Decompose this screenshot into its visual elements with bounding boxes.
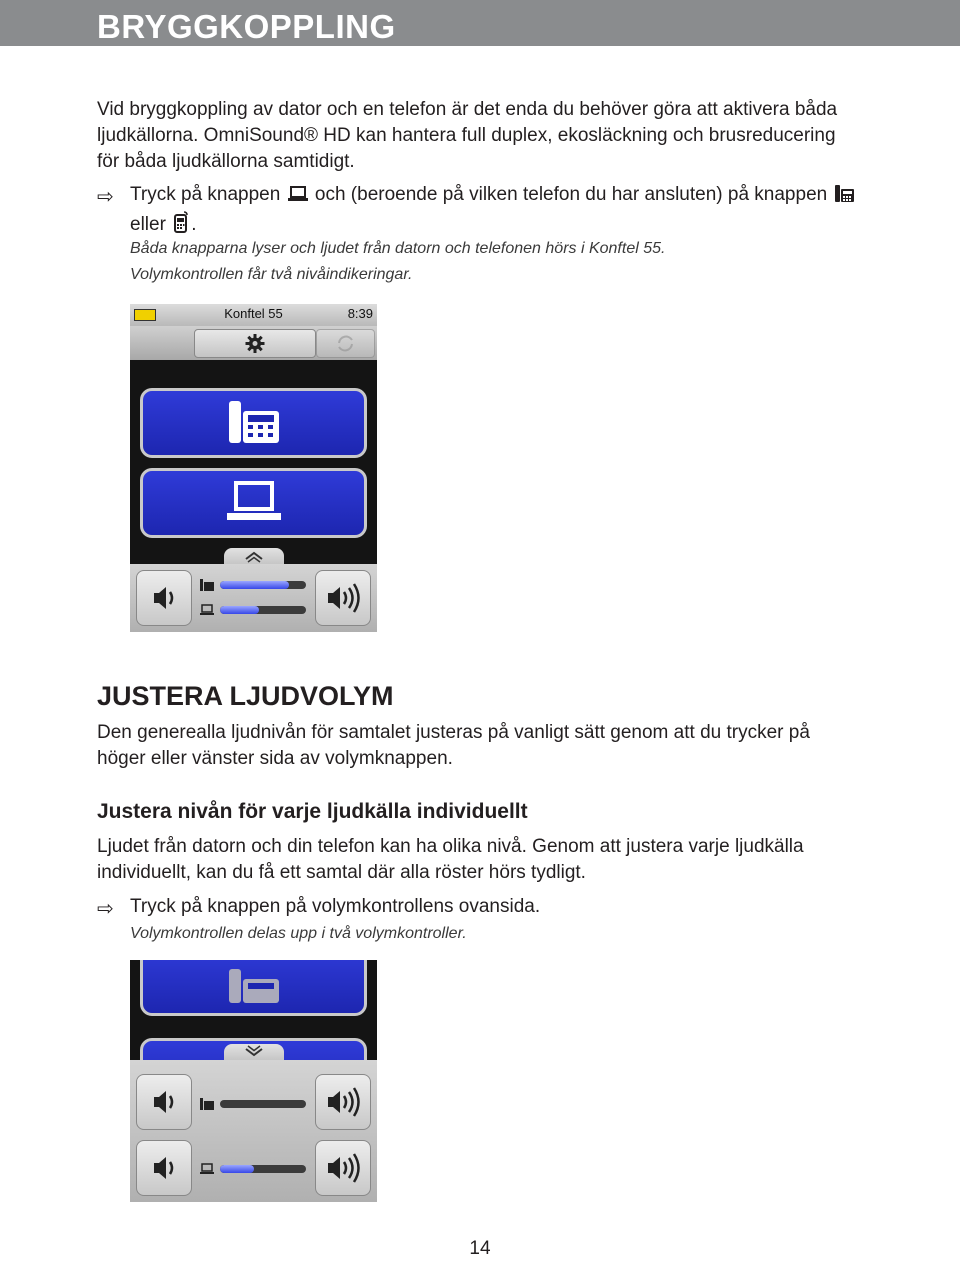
laptop-icon: [143, 471, 364, 535]
chevron-up-icon: [224, 548, 284, 564]
desk-phone-icon: [143, 391, 364, 455]
phone-volume-slider[interactable]: [220, 581, 306, 589]
speaker-low-icon: [137, 571, 191, 625]
computer-volume-down-button[interactable]: [136, 1140, 192, 1196]
settings-button[interactable]: [194, 329, 316, 358]
desk-phone-icon: [143, 960, 364, 1013]
chevron-down-icon: [224, 1044, 284, 1060]
desk-phone-icon: [835, 183, 855, 211]
phone-source-button[interactable]: [140, 960, 367, 1016]
volume-expand-tab[interactable]: [224, 548, 284, 564]
split-volume-panel: [130, 1060, 377, 1202]
speaker-low-icon: [137, 1075, 191, 1129]
clock: 8:39: [347, 306, 373, 321]
step-1-text-c: eller: [130, 214, 166, 235]
phone-volume-level: [220, 581, 289, 589]
step-1-text-d: .: [191, 214, 197, 235]
page-title: BRYGGKOPPLING: [97, 8, 396, 45]
step-2: Tryck på knappen på volymkontrollens ovansida.: [130, 896, 541, 917]
phone-small-icon: [200, 578, 214, 596]
volume-panel: [130, 564, 377, 632]
laptop-small-icon: [200, 1162, 214, 1180]
computer-volume-slider[interactable]: [220, 606, 306, 614]
computer-volume-slider[interactable]: [220, 1165, 306, 1173]
status-bar: [130, 304, 377, 326]
computer-volume-level: [220, 606, 259, 614]
speaker-high-icon: [316, 571, 370, 625]
phone-volume-up-button[interactable]: [315, 1074, 371, 1130]
volume-up-button[interactable]: [315, 570, 371, 626]
speaker-high-icon: [316, 1141, 370, 1195]
section-heading: JUSTERA LJUDVOLYM: [97, 681, 394, 711]
step-1-note-1: Båda knapparna lyser och ljudet från datorn och telefonen hörs i Konftel 55.: [130, 240, 666, 257]
volume-collapse-tab[interactable]: [224, 1044, 284, 1060]
phone-source-button[interactable]: [140, 388, 367, 458]
speaker-low-icon: [137, 1141, 191, 1195]
subsection-paragraph: Ljudet från datorn och din telefon kan ha olika nivå. Genom att justera varje ljudkälla individuellt, kan du få ett samtal där alla röster hörs tydligt.: [97, 836, 804, 883]
intro-paragraph: Vid bryggkoppling av dator och en telefon är det enda du behöver göra att aktivera båda ljudkällorna. OmniSound® HD kan hantera full duplex, ekosläckning och brusreducering för båda ljudkällorna samtidigt.: [97, 99, 838, 172]
phone-small-icon: [200, 1097, 214, 1115]
arrow-icon: ⇨: [97, 186, 114, 208]
device-name: Konftel 55: [224, 306, 283, 321]
phone-volume-down-button[interactable]: [136, 1074, 192, 1130]
subsection-heading: Justera nivån för varje ljudkälla individuellt: [97, 800, 528, 823]
step-1-text-a: Tryck på knappen: [130, 184, 281, 205]
computer-volume-level: [220, 1165, 254, 1173]
arrow-icon: ⇨: [97, 898, 114, 920]
step-1: [130, 182, 870, 241]
device-screen-split-volume: [130, 960, 377, 1202]
laptop-small-icon: [200, 603, 214, 621]
step-1-text-b: och (beroende på vilken telefon du har ansluten) på knappen: [314, 184, 828, 205]
device-screen-bridge: [130, 304, 377, 632]
volume-down-button[interactable]: [136, 570, 192, 626]
computer-source-button[interactable]: [140, 468, 367, 538]
step-2-note: Volymkontrollen delas upp i två volymkontroller.: [130, 925, 467, 942]
phone-volume-slider[interactable]: [220, 1100, 306, 1108]
gear-icon: [195, 330, 315, 357]
laptop-icon: [288, 185, 308, 211]
step-1-note-2: Volymkontrollen får två nivåindikeringar.: [130, 266, 413, 283]
refresh-button[interactable]: [316, 329, 375, 358]
refresh-icon: [317, 330, 374, 357]
computer-volume-up-button[interactable]: [315, 1140, 371, 1196]
speaker-high-icon: [316, 1075, 370, 1129]
page-number: 14: [469, 1238, 491, 1259]
section-paragraph: Den generealla ljudnivån för samtalet justeras på vanligt sätt genom att du trycker på höger eller vänster sida av volymknappen.: [97, 722, 810, 769]
toolbar: [130, 326, 377, 360]
